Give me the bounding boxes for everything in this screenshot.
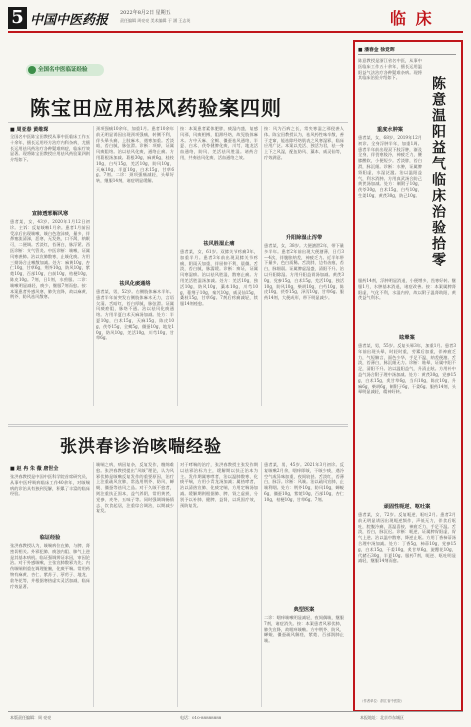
main-col-divider-1 (93, 126, 94, 406)
banner-icon (28, 66, 36, 74)
page-number: 5 (11, 7, 24, 28)
side-text-1: 患者某，女，68岁。2019年12月初诊。全身浮肿半年，加重1周。患者半年前出现双下肢浮肿，渐及全身，伴畏寒肢冷，神疲乏力，腰膝酸软，小便短少。舌淡胖，苔白滑，脉沉细。诊断：水肿，证属脾肾阳虚，水湿泛滥。治以温阳益气，利水消肿。方用真武汤合防己黄芪汤加减。处方：制附子10g，茯苓30g，白术15g，白芍10g，生姜10g，黄芪30g，防己10g。 (358, 135, 422, 198)
side-subhead-3: 顽固性呃逆、呕吐案 (383, 504, 431, 510)
side-byline: ■ 潘春金 徐竞晖 (358, 47, 395, 53)
side-text-2: 患者某，男，55岁。反复头晕3年，加重1月。患者3年前出现头晕，时轻时重，劳累后加重，伴神疲乏力，气短懒言，面色少华，手足不温，纳差便溏。舌淡，苔薄白，脉沉细无力。诊断：眩晕，证属中阳不足，清阳不升。治以温阳益气，升清止眩。方用补中益气汤合附子理中汤加减。处方：黄芪30g，党参15g，白术15g，炙甘草6g，当归10g，陈皮10g，升麻6g，柴胡6g，制附子6g，干姜6g。服药14剂，头晕明显减轻，精神好转。 (358, 343, 456, 395)
main-col-3a: 按：本案患者素体肥胖，痰湿内盛，复感风邪，风痰相搏，阻滞经络，故见肢体麻木。方中天麻、全蝎、僵蚕祛风通络，半夏、白术、茯苓健脾化痰，川芎、地龙活血通络，防风、羌活祛风胜湿。诸药合用，共奏祛风化痰、活血通络之效。 (180, 126, 258, 160)
main-subhead-2: 祛风化痰通络 (119, 281, 151, 287)
second-byline: ■ 赵 冉 朱 薇 唐世全 (10, 466, 59, 472)
second-col-4b: 二诊：咽痒咳嗽明显减轻，夜间偶咳，继服7剂，诸症消失。按：本案患者风邪伏肺，肺失宣降，故咽痒咳嗽。方中荆芥、防风、蝉蜕、僵蚕疏风解痉，紫菀、百部润肺止咳。 (264, 615, 344, 644)
main-col-2a: 颈项强痛10余年，加重1月。患者10余年前无明显诱因出现颈项强痛，转侧不利，伴头晕头痛，上肢麻木，遇寒加重。舌淡暗，苔白腻，脉弦滑。诊断：项痹，证属风痰阻络。治以祛风化痰，通络止痛。方用葛根汤加减。葛根30g，麻黄6g，桂枝10g，白芍15g，羌活10g，防风10g，天麻10g，半夏10g，白术15g，甘草6g。7剂。二诊：颈项强痛减轻，头晕好转，继服14剂，诸症明显缓解。 (96, 126, 174, 184)
article-divider-2 (8, 426, 348, 427)
side-footnote: （作者单位：浙江省中医院） (360, 699, 405, 703)
second-subhead-1: 临证经验 (39, 535, 61, 541)
second-subhead-2: 典型医案 (293, 607, 315, 613)
main-title: 陈宝田应用祛风药验案四则 (30, 96, 282, 120)
side-subhead-1: 重度水肿案 (377, 127, 403, 133)
main-subhead-1: 宣肺透邪解风寒 (31, 211, 69, 217)
main-col-1a: 全国名中医陈宝田教授从事中医临床工作五十余年，擅长运用经方治疗内科杂病，尤擅长运用祛风药治疗各种疑难病症，临床疗效显著。现将陈宝田教授应用祛风药验案四则介绍如下。 (10, 134, 90, 163)
banner-label: 全国名中医临证经验 (38, 67, 88, 73)
section-title: 临 床 (390, 9, 434, 28)
second-col-3: 对于哮喘的治疗，张洪春教授主张发作期以祛邪治标为主，缓解期以扶正治本为主。发作期属寒哮者，治以温肺散寒、化痰平喘，方用小青龙汤加减；属热哮者，治以清热宣肺、化痰定喘，方用定喘汤加减。缓解期则根据肺、脾、肾之虚损，分别予以补肺、健脾、益肾，以巩固疗效，预防复发。 (180, 462, 258, 508)
masthead-rule (8, 31, 463, 33)
second-col-1b: 张洪春教授认为，咳喘病位在肺，与脾、肾密切相关。外邪犯肺、痰浊内阻、肺气上逆是其基本病机。临证强调辨证求因，审因论治。对于外感咳嗽，主张宣肺散邪为先；内伤咳喘则重在调理脏腑，化痰平喘。常用药物有麻黄、杏仁、紫苏子、葶苈子、地龙、款冬花等，并根据寒热虚实灵活加减，临床疗效显著。 (10, 543, 90, 589)
second-col-divider-3 (261, 462, 262, 707)
side-byline-rule (358, 54, 456, 55)
date-line: 2022年8月2日 星期五 (120, 10, 171, 16)
footer-right: 本报地址：北京市东城区 (360, 715, 404, 720)
main-title-rule (8, 122, 348, 123)
main-col-2b: 患者某，男，52岁。右侧肢体麻木半年。患者半年前突发右侧肢体麻木无力，言语欠清。舌暗红，苔白厚腻，脉弦滑。证属风痰瘀阻，脉络不通。治以祛风化痰通络。方用半夏白术天麻汤加减。处方：半夏10g，白术15g，天麻15g，陈皮10g，茯苓15g，全蝎5g，僵蚕10g，地龙10g，防风10g，羌活10g，川芎10g，甘草6g。 (96, 289, 174, 341)
main-col-4b: 患者某，女，38岁。大便溏泄2年，带下量多半年。患者2年前出现大便溏薄，日行3～4次，伴腹胀纳差，神疲乏力。近半年带下量多，色白质稀。舌淡胖，边有齿痕，苔白，脉细弱。证属脾虚湿盛，清阳不升。治以升阳除湿。方用升阳益胃汤加减。黄芪30g，党参15g，白术15g，羌活10g，独活10g，防风10g，柴胡10g，白芍10g，陈皮10g，茯苓15g，泽泻10g，甘草6g。服药14剂，大便成形，带下明显减少。 (264, 243, 344, 301)
second-col-divider-1 (93, 462, 94, 707)
footer-rule (8, 711, 463, 712)
footer-mid: 电话：010-88888888 (180, 715, 222, 720)
second-col-2: 咳喘之病，病因复杂，反复发作，缠绵难愈。张洪春教授提出“风咳”理论，认为风邪伏肺是咳嗽反复发作的重要原因，治疗上注重疏风宣肺，常选用荆芥、防风、蝉蜕、僵蚕等祛风之品。对于久咳不愈者，则注重扶正固本，益气养阴，常用黄芪、党参、麦冬、五味子等。同时强调调畅情志、饮食起居，注重综合调治，以期减少复发。 (96, 462, 174, 514)
side-text-1b: 服药14剂，浮肿明显消退，小便增多，畏寒好转。继服1月，水肿基本消退，诸症改善。按：本案属脾肾阳虚，气化不利，水湿内停，故以附子温肾助阳，黄芪益气利水。 (358, 278, 456, 301)
main-subhead-4: 升阳除湿止泻带 (285, 235, 323, 241)
side-title: 陈意温阳益气临床治验拾零 (430, 76, 446, 268)
main-col-divider-3 (261, 126, 262, 406)
editors-line: 责任编辑 周亮亮 美术编辑 于 涵 王志英 (120, 18, 191, 23)
side-intro: 陈意教授是浙江省名中医，从事中医临床工作五十余年，擅长运用温阳益气法治疗各种疑难杂病。现将其临床治验介绍如下。 (358, 58, 422, 81)
second-col-1a: 张洪春教授是中国中医科学院首席研究员，从事中医呼吸病临床工作40余年，对咳喘病的诊治具有独到见解，积累了丰富的临床经验。 (10, 474, 90, 497)
main-col-3b: 患者某，女，61岁。双膝关节疼痛3年，加重半月。患者3年前出现双膝关节疼痛，阴雨天加重，伴屈伸不利，晨僵。舌淡，苔白腻，脉濡缓。诊断：痹证，证属风寒湿痹。治以祛风胜湿，散寒止痛。方用羌活胜湿汤加减。处方：羌活10g，独活10g，防风10g，藁本10g，川芎10g，蔓荆子10g，秦艽10g，威灵仙15g，桑枝15g，甘草6g。7剂后疼痛减轻，续服14剂痊愈。 (180, 249, 258, 307)
side-text-3: 患者某，女，72岁。反复呃逆、呕吐2月。患者2月前无明显诱因出现呃逆频作，声低无力，伴食后呕吐，脘腹冷痛，喜温喜按，神疲乏力，手足不温。舌淡，苔白，脉沉迟。诊断：呃逆，证属脾胃阳虚，胃气上逆。治以温中散寒，降逆止呕。方用丁香柿蒂汤合理中汤加减。处方：丁香5g，柿蒂10g，党参15g，白术15g，干姜10g，炙甘草6g，旋覆花10g，代赭石30g，半夏10g。服药7剂，呃逆、呕吐明显减轻，继服14剂而愈。 (358, 512, 456, 564)
second-col-divider-2 (177, 462, 178, 707)
article-divider (8, 424, 348, 425)
paper-name: 中国中医药报 (30, 13, 109, 28)
side-subhead-2: 眩晕案 (399, 335, 415, 341)
footer-left: 本版责任编辑：周 亮亮 (10, 715, 52, 720)
main-subhead-3: 祛风胜湿止痛 (203, 241, 235, 247)
second-col-4a: 患者某，男，45岁。2021年3月初诊。反复咳嗽2月余，咽痒即咳，干咳少痰，遇冷空气或异味加重，夜间较甚。舌淡红，苔薄白，脉浮。诊断：风咳。治以疏风宣肺，止咳利咽。处方：荆芥10g，防风10g，蝉蜕6g，僵蚕10g，紫菀10g，百部10g，杏仁10g，桔梗10g，甘草6g。7剂。 (264, 462, 344, 502)
main-col-4a: 按：风为百病之长，常夹寒湿之邪侵袭人体。陈宝田教授认为，祛风药性味辛散，善于走窜，能祛除经络肌表之风寒湿邪，临床应用广泛。本案以羌活、独活为君，祛一身上下之风湿，配伍防风、藁本、威灵仙等，疗效满意。 (264, 126, 344, 160)
second-title: 张洪春诊治咳喘经验 (60, 437, 222, 457)
main-byline: ■ 周亚春 黄维琛 (10, 127, 49, 133)
main-col-divider-2 (177, 126, 178, 406)
main-col-1b: 患者某，女，43岁。2020年1月12日初诊。主诉：反复咳嗽1月余。患者1月前因受凉后出现咳嗽，咳白色泡沫痰，量多，伴鼻塞流清涕，恶寒，无发热，口不渴，纳眠可，二便调。舌淡红，苔薄白，脉浮紧。西医诊断：支气管炎。中医诊断：咳嗽，证属风寒袭肺。治以宣肺散寒，止咳化痰。方用三拗汤合止嗽散加减。处方：麻黄10g，杏仁10g，甘草6g，荆芥10g，防风10g，紫菀10g，百部10g，白前10g，桔梗10g，陈皮10g。7剂，日1剂，水煎服。二诊：咳嗽明显减轻，痰少，继服7剂而愈。按：本案患者外感风寒，肺失宣降，故以麻黄、荆芥、防风祛风散寒。 (10, 219, 90, 300)
